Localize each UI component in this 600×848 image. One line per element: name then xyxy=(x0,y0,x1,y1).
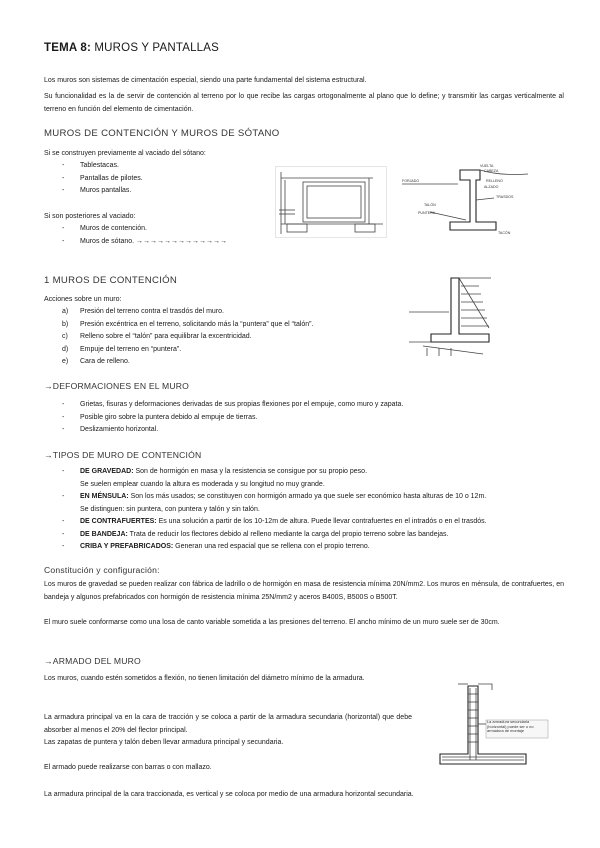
label-alzado: ALZADO xyxy=(484,185,499,189)
deformations-list xyxy=(62,399,482,437)
list-item: - Muros pantallas. xyxy=(62,187,132,194)
wall-actions-sketch xyxy=(403,272,495,362)
reinforcement-paragraph-2: La armadura principal va en la cara de tracción y se coloca a partir de la armadura secundaria (horizontal) que debe absorber al menos el 20% del flector principal. xyxy=(44,714,412,734)
section-heading-armado: →ARMADO DEL MURO xyxy=(44,656,141,666)
label-tacon: TACÓN xyxy=(498,231,511,235)
label-trasdos: TRASDOS xyxy=(496,195,514,199)
section-1-intro-1: Si se construyen previamente al vaciado del sótano: xyxy=(44,150,206,157)
reinforcement-paragraph-5: La armadura principal de la cara traccionada, es vertical y se coloca por medio de una armadura horizontal secundaria. xyxy=(44,791,414,798)
constitution-paragraph-2: El muro suele conformarse como una losa de canto variable sometida a las presiones del terreno. El ancho mínimo de un muro suele ser de 30cm. xyxy=(44,619,500,626)
list-prior-construction xyxy=(62,160,262,198)
wall-reinforcement-sketch xyxy=(422,680,556,776)
reinforcement-paragraph-1: Los muros, cuando estén sometidos a flexión, no tienen limitación del diámetro mínimo de la armadura. xyxy=(44,675,365,682)
list-item: - Pantallas de pilotes. xyxy=(62,174,143,182)
actions-list xyxy=(62,306,392,369)
list-item: b) Presión excéntrica en el terreno, solicitando más la “puntera” que el “talón”. xyxy=(62,320,314,328)
list-posterior-construction xyxy=(62,223,292,248)
list-item: a) Presión del terreno contra el trasdós del muro. xyxy=(62,308,224,315)
list-item: - EN MÉNSULA: Son los más usados; se constituyen con hormigón armado ya que suele ser económico hasta alturas de 10 o 12m. Se distinguen: sin puntera, con puntera y talón y sin talón. xyxy=(62,493,487,513)
label-vuelta: VUELTA xyxy=(480,164,494,168)
reinforcement-paragraph-4: El armado puede realizarse con barras o con mallazo. xyxy=(44,764,212,771)
basement-wall-sketch xyxy=(275,166,387,238)
section-heading-constitucion: Constitución y configuración: xyxy=(44,565,160,575)
actions-intro: Acciones sobre un muro: xyxy=(44,296,122,303)
list-item: c) Relleno sobre el “talón” para equilibrar la excentricidad. xyxy=(62,333,252,340)
label-relleno: RELLENO xyxy=(486,179,503,183)
intro-paragraph-1: Los muros son sistemas de cimentación especial, siendo una parte fundamental del sistema estructural. xyxy=(44,77,367,84)
section-1-intro-2: Si son posteriores al vaciado: xyxy=(44,213,136,220)
list-item: - Tablestacas. xyxy=(62,162,119,169)
section-heading-deformaciones: →DEFORMACIONES EN EL MURO xyxy=(44,381,190,391)
list-item: - Muros de sótano. →→→→→→→→→→→→→ xyxy=(62,237,228,245)
reinforcement-paragraph-3: Las zapatas de puntera y talón deben llevar armadura principal y secundaria. xyxy=(44,739,284,746)
section-heading-tipos-muro: →TIPOS DE MURO DE CONTENCIÓN xyxy=(44,450,202,460)
labeled-retaining-wall-sketch xyxy=(400,162,532,238)
label-cabeza: CABEZA xyxy=(484,169,499,173)
intro-paragraph-2: Su funcionalidad es la de servir de contención al terreno por lo que recibe las cargas ortogonalmente al plano que lo define; y transmitir las cargas verticalmente al terreno en función del elemento de cimentación. xyxy=(44,93,564,113)
list-item: e) Cara de relleno. xyxy=(62,358,130,365)
list-item: - Muros de contención. xyxy=(62,225,147,232)
wall-types-list xyxy=(62,466,567,554)
list-item: - DE GRAVEDAD: Son de hormigón en masa y la resistencia se consigue por su propio peso. Se suelen emplear cuando la altura es moderada y su longitud no muy grande. xyxy=(62,468,368,488)
label-puntera: PUNTERA xyxy=(418,211,436,215)
section-heading-muros-contencion-sotano: MUROS DE CONTENCIÓN Y MUROS DE SÓTANO xyxy=(44,128,280,139)
constitution-paragraph-1: Los muros de gravedad se pueden realizar con fábrica de ladrillo o de hormigón en masa de resistencia mínima 20N/mm2. Los muros en ménsula, de contrafuertes, en bandeja y algunos prefabricados con hormigón de resistencia mínima 25N/mm2 y aceros B400S, B500S o B500T. xyxy=(44,581,564,601)
list-item: - Posible giro sobre la puntera debido al empuje de tierras. xyxy=(62,413,258,421)
label-forjado: FORJADO xyxy=(402,179,420,183)
list-item: - DE CONTRAFUERTES: Es una solución a partir de los 10-12m de altura. Puede llevar contrafuertes en el intradós o en el trasdós. xyxy=(62,518,487,525)
list-item: d) Empuje del terreno en “puntera”. xyxy=(62,345,182,353)
list-item: - Grietas, fisuras y deformaciones derivadas de sus propias flexiones por el empuje, como muro y zapata. xyxy=(62,401,404,408)
list-item: - DE BANDEJA: Trata de reducir los flectores debido al relleno mediante la carga del propio terreno sobre las bandejas. xyxy=(62,530,449,538)
reinforcement-note: La armadura secundaria (horizontal) puede ser o no armadura de montaje xyxy=(487,720,534,734)
section-heading-muros-contencion: 1 MUROS DE CONTENCIÓN xyxy=(44,275,178,286)
list-item: - CRIBA Y PREFABRICADOS: Generan una red espacial que se rellena con el propio terreno. xyxy=(62,543,370,550)
page-title: TEMA 8: MUROS Y PANTALLAS xyxy=(44,42,219,54)
label-talon: TALÓN xyxy=(424,203,436,207)
list-item: - Deslizamiento horizontal. xyxy=(62,426,159,433)
